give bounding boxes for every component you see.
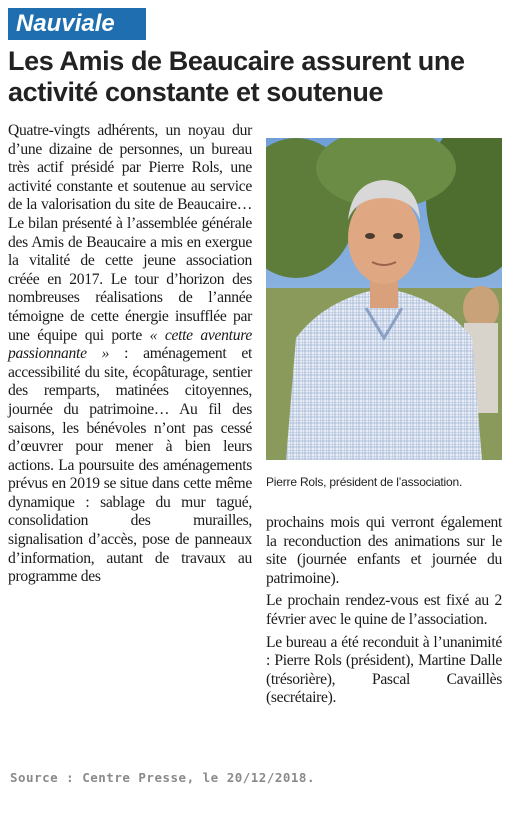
quote-text: « cette aventure passionnante » [8,326,253,363]
section-rubric: Nauviale [8,8,146,40]
article-paragraph [8,122,252,587]
photo-caption: Pierre Rols, président de l’association. [266,475,463,489]
body-text: : aménagement et accessibilité du site, écopâturage, sentier des remparts, matinées citoyennes, journée du patrimoine… Au fil des saisons, les bénévoles n’ont pas cessé d’œuvrer pour mener à bien leurs actions. La poursuite des aménagements prévus en 2019 se situe dans cette même dynamique : sablage du mur tagué, consolidation des murailles, signalisation d’accès, pose de panneaux d’information, autant de travaux au programme des [8,345,252,586]
article-paragraph: Le prochain rendez-vous est fixé au 2 février avec le quine de l’association. [266,592,502,628]
body-text: Quatre-vingts adhérents, un noyau dur d’une dizaine de personnes, un bureau très actif présidé par Pierre Rols, une activité constante et soutenue au service de la valorisation du site de Beaucaire… Le bilan présenté à l’assemblée générale des Amis de Beaucaire a mis en exergue la vitalité de cette jeune association créée en 2017. Le tour d’horizon des nombreuses réalisations de l’année témoigne de cette énergie insufflée par une équipe qui porte [8,122,252,344]
article-column-left [8,122,252,587]
article-headline: Les Amis de Beaucaire assurent une activité constante et soutenue [8,46,465,107]
article-column-right [266,514,502,712]
article-paragraph: Le bureau a été reconduit à l’unanimité : Pierre Rols (président), Martine Dalle (trésorière), Pascal Cavaillès (secrétaire). [266,633,502,707]
article-paragraph: prochains mois qui verront également la reconduction des animations sur le site (journée enfants et journée du patrimoine). [266,514,502,587]
portrait-photo [266,138,502,460]
source-credit: Source : Centre Presse, le 20/12/2018. [10,770,315,785]
photo-illustration [266,138,502,460]
